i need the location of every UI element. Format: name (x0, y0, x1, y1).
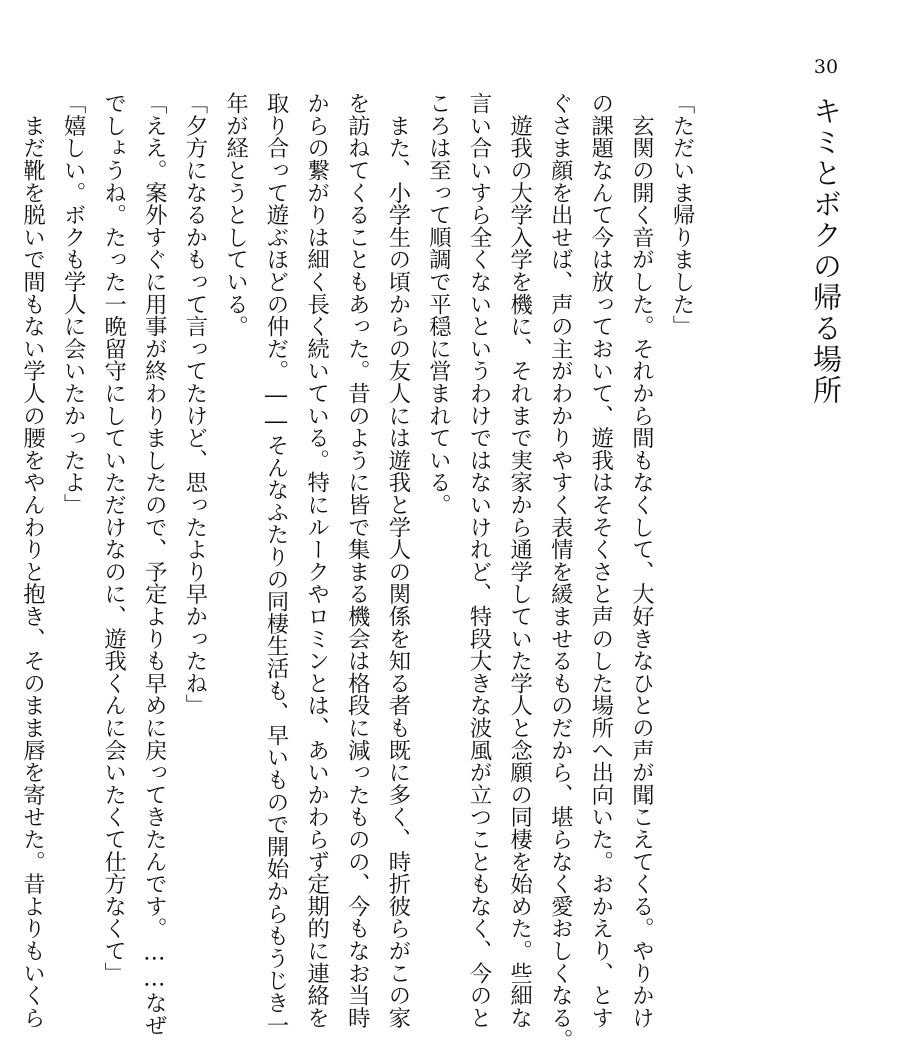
text-line: ぐさま顔を出せば、声の主がわかりやすく表情を緩ませるものだから、堪らなく愛おしくなる。 (547, 92, 574, 1051)
text-line: 「夕方になるかもって言ってたけど、思ったより早かったね」 (181, 92, 208, 717)
text-line: 年が経とうとしている。 (222, 92, 249, 338)
body-text (19, 92, 702, 1051)
text-line: 取り合って遊ぶほどの仲だ。――そんなふたりの同棲生活も、早いもので開始からもうじき一 (263, 92, 290, 1036)
text-line: 「ただいま帰りました」 (669, 92, 695, 338)
chapter-title: キミとボクの帰る場所 (809, 96, 843, 406)
text-line: まだ靴を脱いで間もない学人の腰をやんわりと抱き、そのまま唇を寄せた。昔よりもいくら (19, 92, 46, 1029)
text-line: 遊我の大学入学を機に、それまで実家から通学していた学人と念願の同棲を始めた。些細な (506, 92, 533, 1029)
text-line: また、小学生の頃からの友人には遊我と学人の関係を知る者も既に多く、時折彼らがこの家 (384, 92, 411, 1029)
page-number: 30 (813, 56, 839, 78)
text-line: 「嬉しい。ボクも学人に会いたかったよ」 (60, 92, 87, 516)
text-line: を訪ねてくることもあった。昔のように皆で集まる機会は格段に減ったものの、今もなお当時 (344, 92, 371, 1029)
text-line: の課題なんて今は放っておいて、遊我はそそくさと声のした場所へ出向いた。おかえり、とす (587, 92, 614, 1029)
text-line: ころは至って順調で平穏に営まれている。 (425, 92, 452, 516)
text-line: 「ええ。案外すぐに用事が終わりましたので、予定よりも早めに戻ってきたんです。……なぜ (141, 92, 168, 1036)
text-line: からの繋がりは細く長く続いている。特にルークやロミンとは、あいかわらず定期的に連絡を (303, 92, 330, 1029)
text-line: でしょうね。たった一晩留守にしていただけなのに、遊我くんに会いたくて仕方なくて」 (100, 92, 127, 984)
text-line: 玄関の開く音がした。それから間もなくして、大好きなひとの声が聞こえてくる。やりかけ (628, 92, 655, 1029)
text-line: 言い合いすら全くないというわけではないけれど、特段大きな波風が立つこともなく、今のと (466, 92, 493, 1029)
